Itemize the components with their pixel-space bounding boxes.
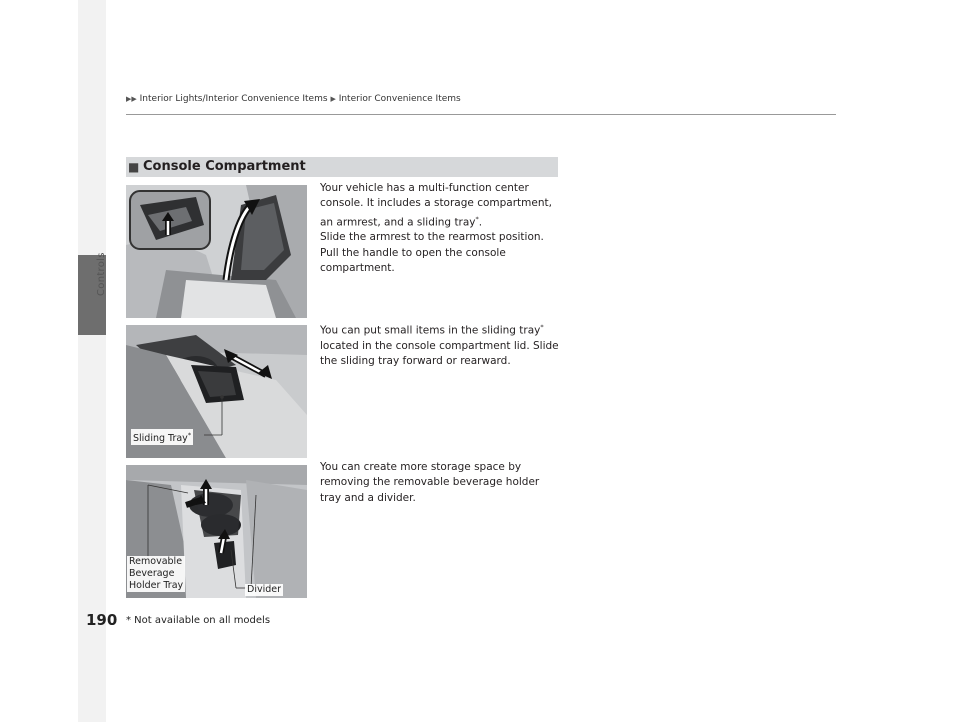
- figure-console-open: [126, 185, 307, 318]
- asterisk: *: [475, 214, 479, 223]
- paragraph-beverage-holder: [320, 460, 560, 506]
- paragraph-text: located in the console compartment lid. Slide the sliding tray forward or rearward.: [320, 339, 559, 368]
- callout-removable-beverage-holder-tray: Removable Beverage Holder Tray: [129, 556, 184, 591]
- sidebar-label: Controls: [96, 252, 107, 296]
- footnote: * Not available on all models: [126, 615, 271, 626]
- breadcrumb-arrow-icon: ▶: [330, 95, 336, 103]
- paragraph-text: Your vehicle has a multi-function center console. It includes a storage compartment, an armrest, and a sliding tray: [320, 182, 552, 229]
- section-title: Console Compartment: [143, 159, 306, 174]
- callout-sliding-tray: Sliding Tray*: [133, 431, 192, 445]
- section-header: [126, 157, 558, 177]
- breadcrumb-part-1[interactable]: Interior Lights/Interior Convenience Items: [139, 94, 328, 104]
- square-bullet-icon: ■: [128, 160, 140, 174]
- asterisk: *: [540, 323, 544, 331]
- paragraph-text: Slide the armrest to the rearmost position. Pull the handle to open the console compartment.: [320, 231, 544, 274]
- paragraph-armrest: [320, 181, 560, 276]
- header-rule: [126, 114, 836, 115]
- figure-beverage-holder: [126, 465, 307, 598]
- figure-sliding-tray: [126, 325, 307, 458]
- breadcrumb-arrow-icon: ▶▶: [126, 95, 137, 103]
- paragraph-sliding-tray: [320, 320, 560, 369]
- paragraph-text: You can put small items in the sliding tray: [320, 324, 541, 337]
- callout-divider: Divider: [247, 584, 281, 595]
- paragraph-text: .: [478, 216, 483, 229]
- breadcrumb: [126, 94, 461, 104]
- page-number: 190: [86, 611, 118, 629]
- breadcrumb-part-2[interactable]: Interior Convenience Items: [338, 94, 461, 104]
- paragraph-text: You can create more storage space by removing the removable beverage holder tray and a divider.: [320, 461, 540, 504]
